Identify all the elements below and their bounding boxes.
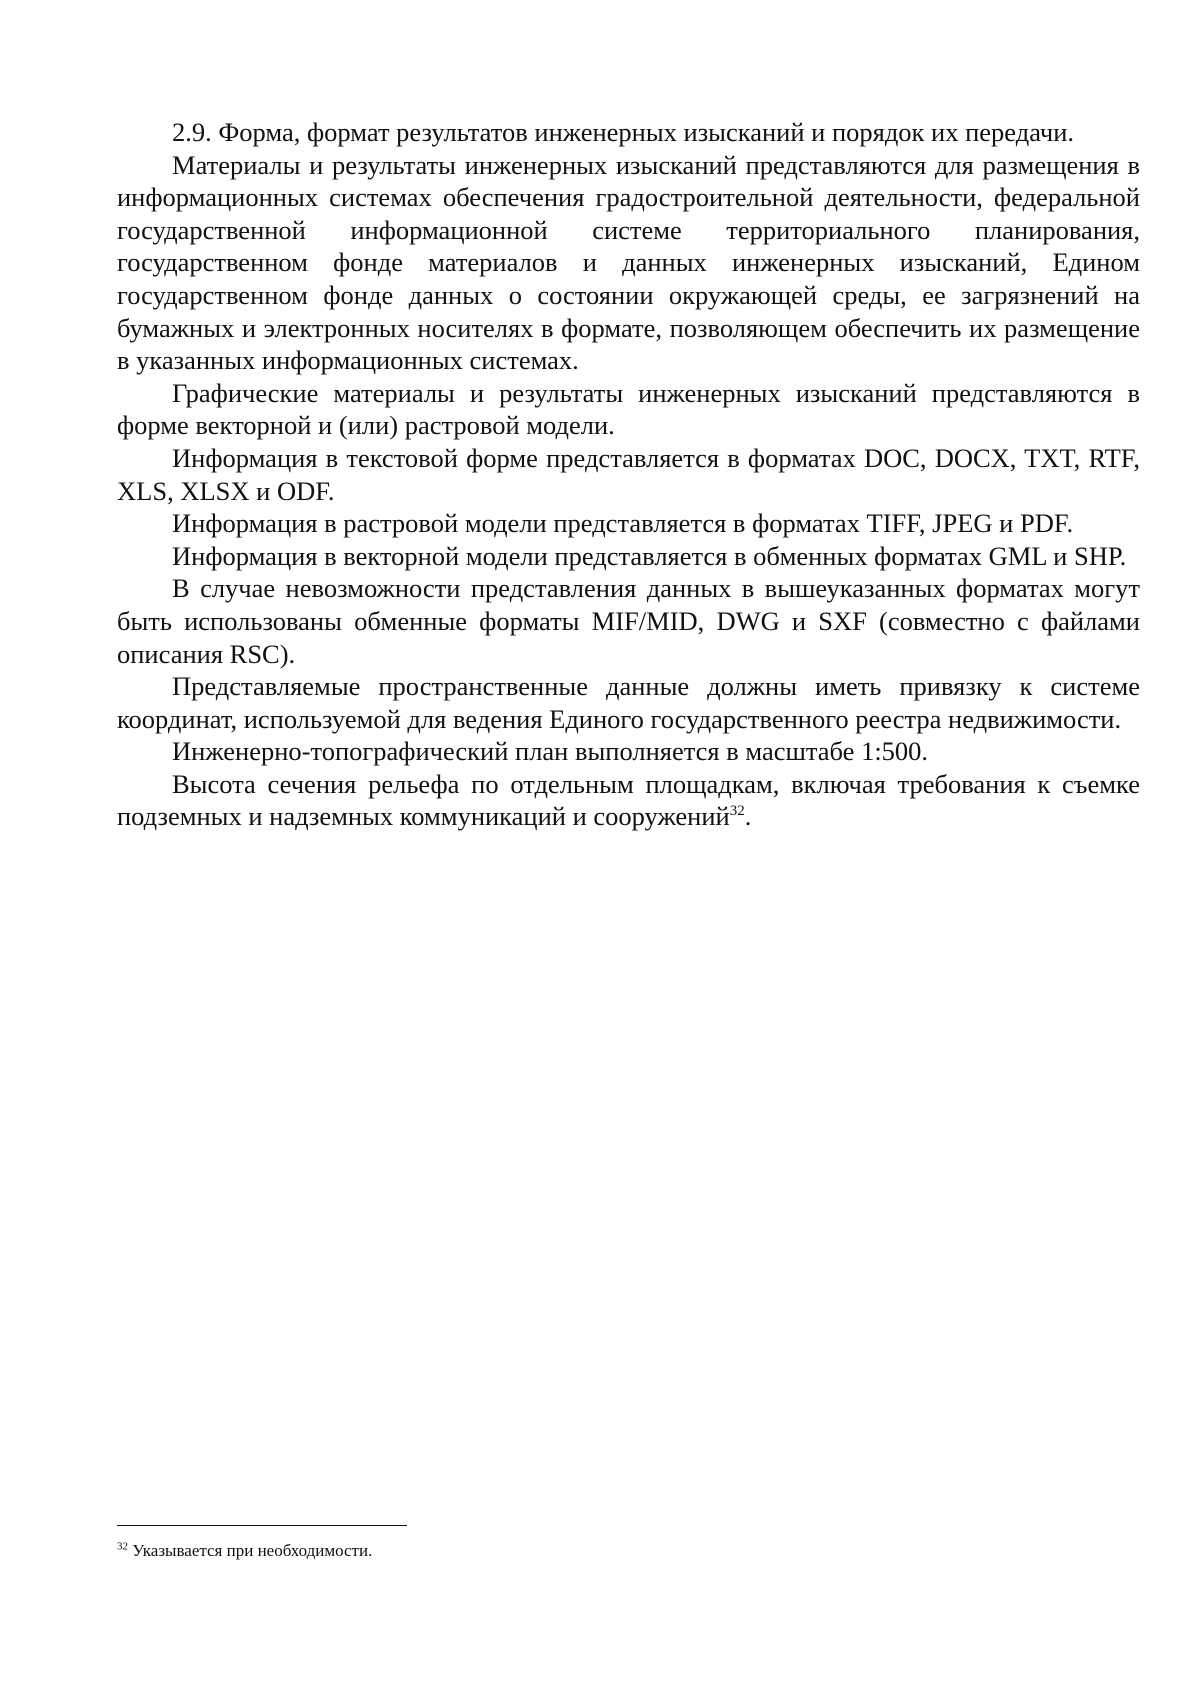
- paragraph-topographic-scale: Инженерно-топографический план выполняется в масштабе 1:500.: [172, 736, 929, 767]
- document-body: [117, 116, 1140, 833]
- footnote-number: 32: [117, 1540, 128, 1553]
- footnote: [117, 1540, 1140, 1562]
- paragraph-graphic-materials: Графические материалы и результаты инженерных изысканий представляются в форме векторной и (или) растровой модели.: [117, 377, 1140, 441]
- paragraph-coordinate-system: Представляемые пространственные данные должны иметь привязку к системе координат, используемой для ведения Единого государственного реестра недвижимости.: [117, 671, 1140, 734]
- footnote-text: Указывается при необходимости.: [128, 1541, 373, 1560]
- section-heading-2-9: 2.9. Форма, формат результатов инженерных изысканий и порядок их передачи.: [172, 117, 1075, 147]
- paragraph-relief-section: [117, 768, 1140, 833]
- paragraph-relief-section-end: .: [744, 801, 752, 832]
- paragraph-text-formats: Информация в текстовой форме представляется в форматах DOC, DOCX, TXT, RTF, XLS, XLSX и ODF.: [117, 442, 1140, 506]
- paragraph-alternative-formats: В случае невозможности представления данных в вышеуказанных форматах могут быть использованы обменные форматы MIF/MID, DWG и SXF (совместно с файлами описания RSC).: [117, 573, 1140, 669]
- paragraph-materials-placement: Материалы и результаты инженерных изысканий представляются для размещения в информационных системах обеспечения градостроительной деятельности, федеральной государственной информационной системе территориального планирования, государственном фонде материалов и данных инженерных изысканий, Едином государственном фонде данных о состоянии окружающей среды, ее загрязнений на бумажных и электронных носителях в формате, позволяющем обеспечить их размещение в указанных информационных системах.: [117, 149, 1140, 376]
- paragraph-vector-formats: Информация в векторной модели представляется в обменных форматах GML и SHP.: [172, 540, 1127, 571]
- paragraph-raster-formats: Информация в растровой модели представляется в форматах TIFF, JPEG и PDF.: [172, 508, 1074, 539]
- footnote-reference: 32: [729, 803, 745, 820]
- paragraph-relief-section-text: Высота сечения рельефа по отдельным площадкам, включая требования к съемке подземных и надземных коммуникаций и сооружений: [117, 768, 1140, 832]
- footnote-separator: [117, 1525, 407, 1526]
